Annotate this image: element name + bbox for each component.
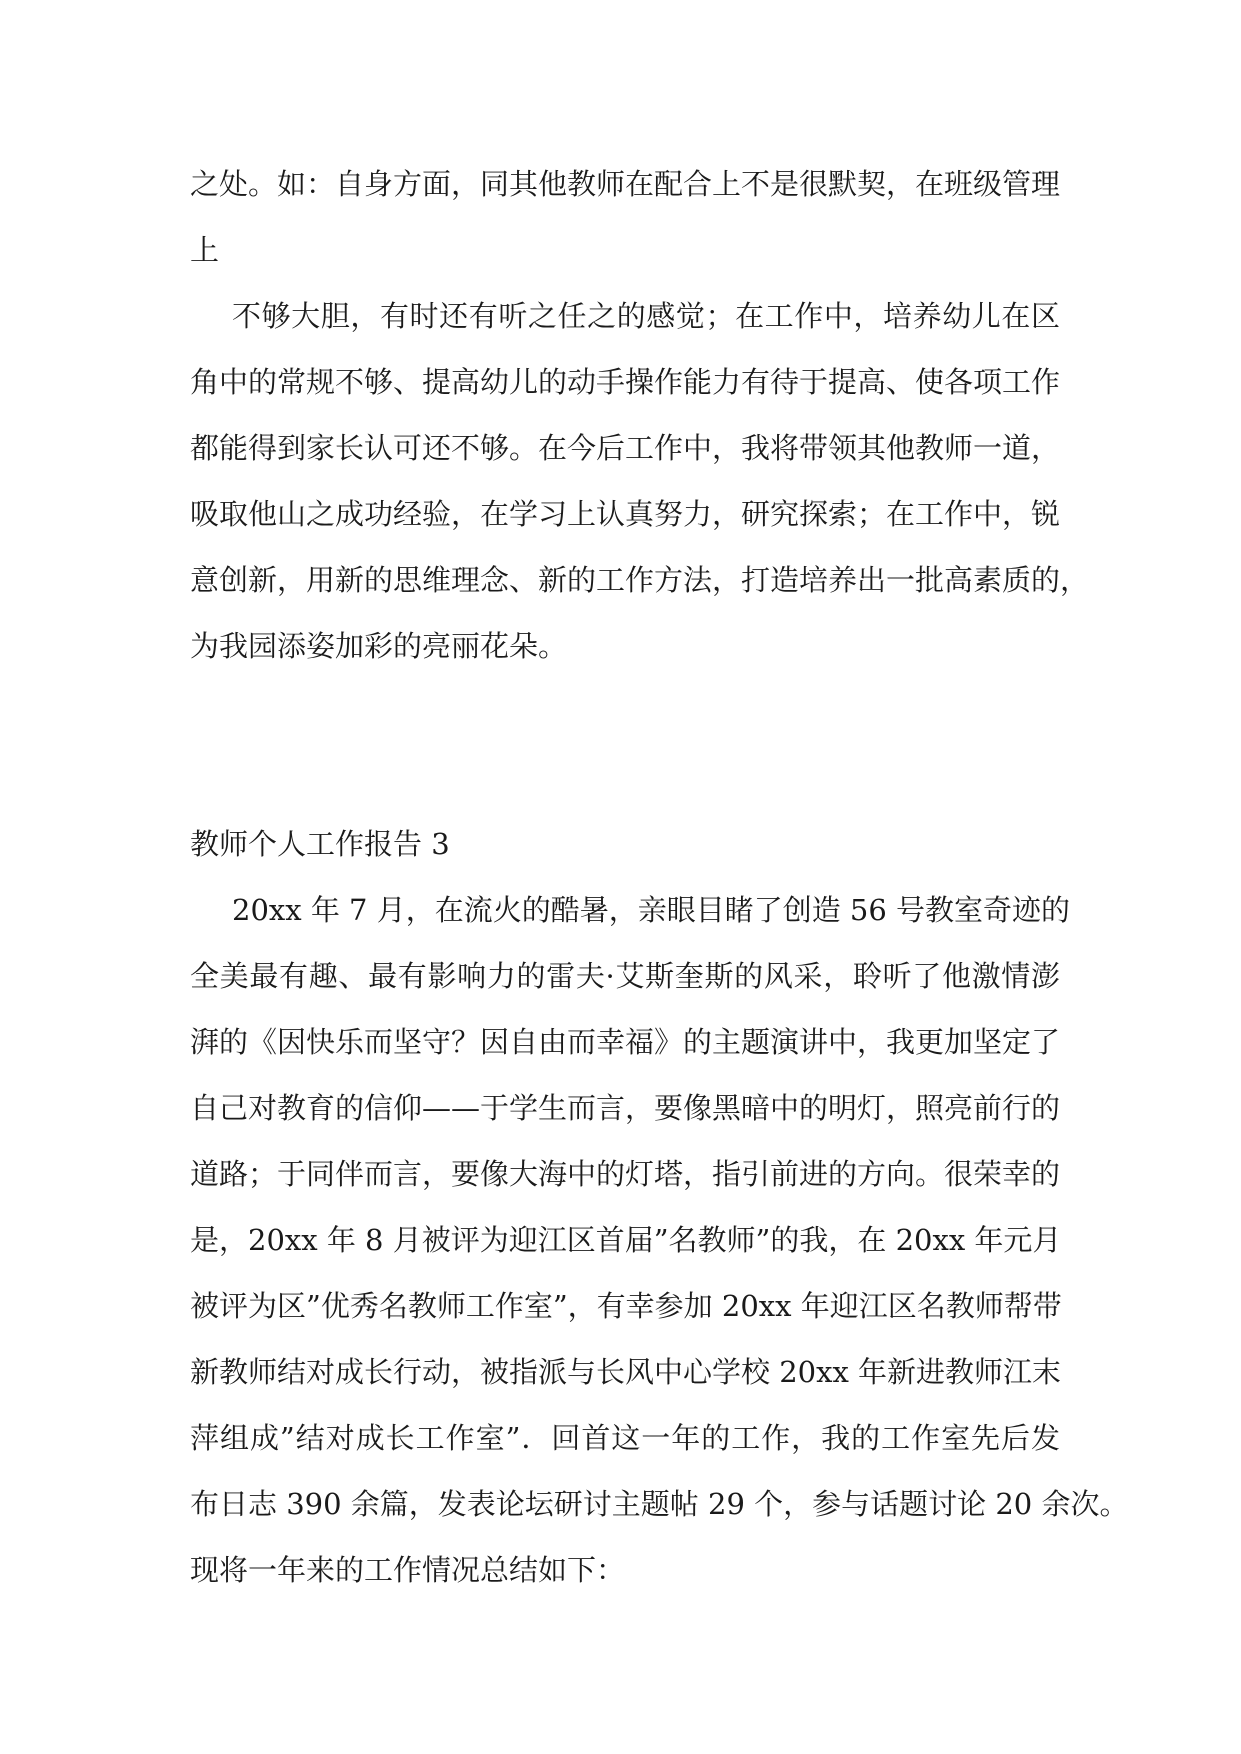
paragraph-line: 意创新，用新的思维理念、新的工作方法，打造培养出一批高素质的， xyxy=(190,563,1090,597)
paragraph-line: 都能得到家长认可还不够。在今后工作中，我将带领其他教师一道， xyxy=(190,431,1061,465)
paragraph-line: 新教师结对成长行动，被指派与长风中心学校 20xx 年新进教师江末 xyxy=(190,1355,1062,1389)
paragraph-line: 之处。如：自身方面，同其他教师在配合上不是很默契，在班级管理 xyxy=(190,167,1061,201)
paragraph-line: 为我园添姿加彩的亮丽花朵。 xyxy=(190,629,568,663)
paragraph-line: 湃的《因快乐而坚守？因自由而幸福》的主题演讲中，我更加坚定了 xyxy=(190,1025,1061,1059)
paragraph-line: 全美最有趣、最有影响力的雷夫·艾斯奎斯的风采，聆听了他激情澎 xyxy=(190,959,1060,993)
paragraph-line: 自己对教育的信仰——于学生而言，要像黑暗中的明灯，照亮前行的 xyxy=(190,1091,1061,1125)
paragraph-line: 是，20xx 年 8 月被评为迎江区首届”名教师”的我，在 20xx 年元月 xyxy=(190,1223,1062,1257)
paragraph-line: 角中的常规不够、提高幼儿的动手操作能力有待于提高、使各项工作 xyxy=(190,365,1061,399)
paragraph-line: 布日志 390 余篇，发表论坛研讨主题帖 29 个，参与话题讨论 20 余次。 xyxy=(190,1487,1129,1521)
paragraph-line: 现将一年来的工作情况总结如下： xyxy=(190,1553,626,1587)
paragraph-line: 不够大胆，有时还有听之任之的感觉；在工作中，培养幼儿在区 xyxy=(232,299,1060,333)
paragraph-line: 道路；于同伴而言，要像大海中的灯塔，指引前进的方向。很荣幸的 xyxy=(190,1157,1061,1191)
paragraph-line: 萍组成”结对成长工作室”．回首这一年的工作，我的工作室先后发 xyxy=(190,1421,1060,1455)
paragraph-line: 吸取他山之成功经验，在学习上认真努力，研究探索；在工作中，锐 xyxy=(190,497,1061,531)
paragraph-line: 上 xyxy=(190,233,220,267)
paragraph-line: 20xx 年 7 月，在流火的酷暑，亲眼目睹了创造 56 号教室奇迹的 xyxy=(232,893,1071,927)
section-heading: 教师个人工作报告 3 xyxy=(190,827,450,861)
paragraph-line: 被评为区”优秀名教师工作室”，有幸参加 20xx 年迎江区名教师帮带 xyxy=(190,1289,1062,1323)
